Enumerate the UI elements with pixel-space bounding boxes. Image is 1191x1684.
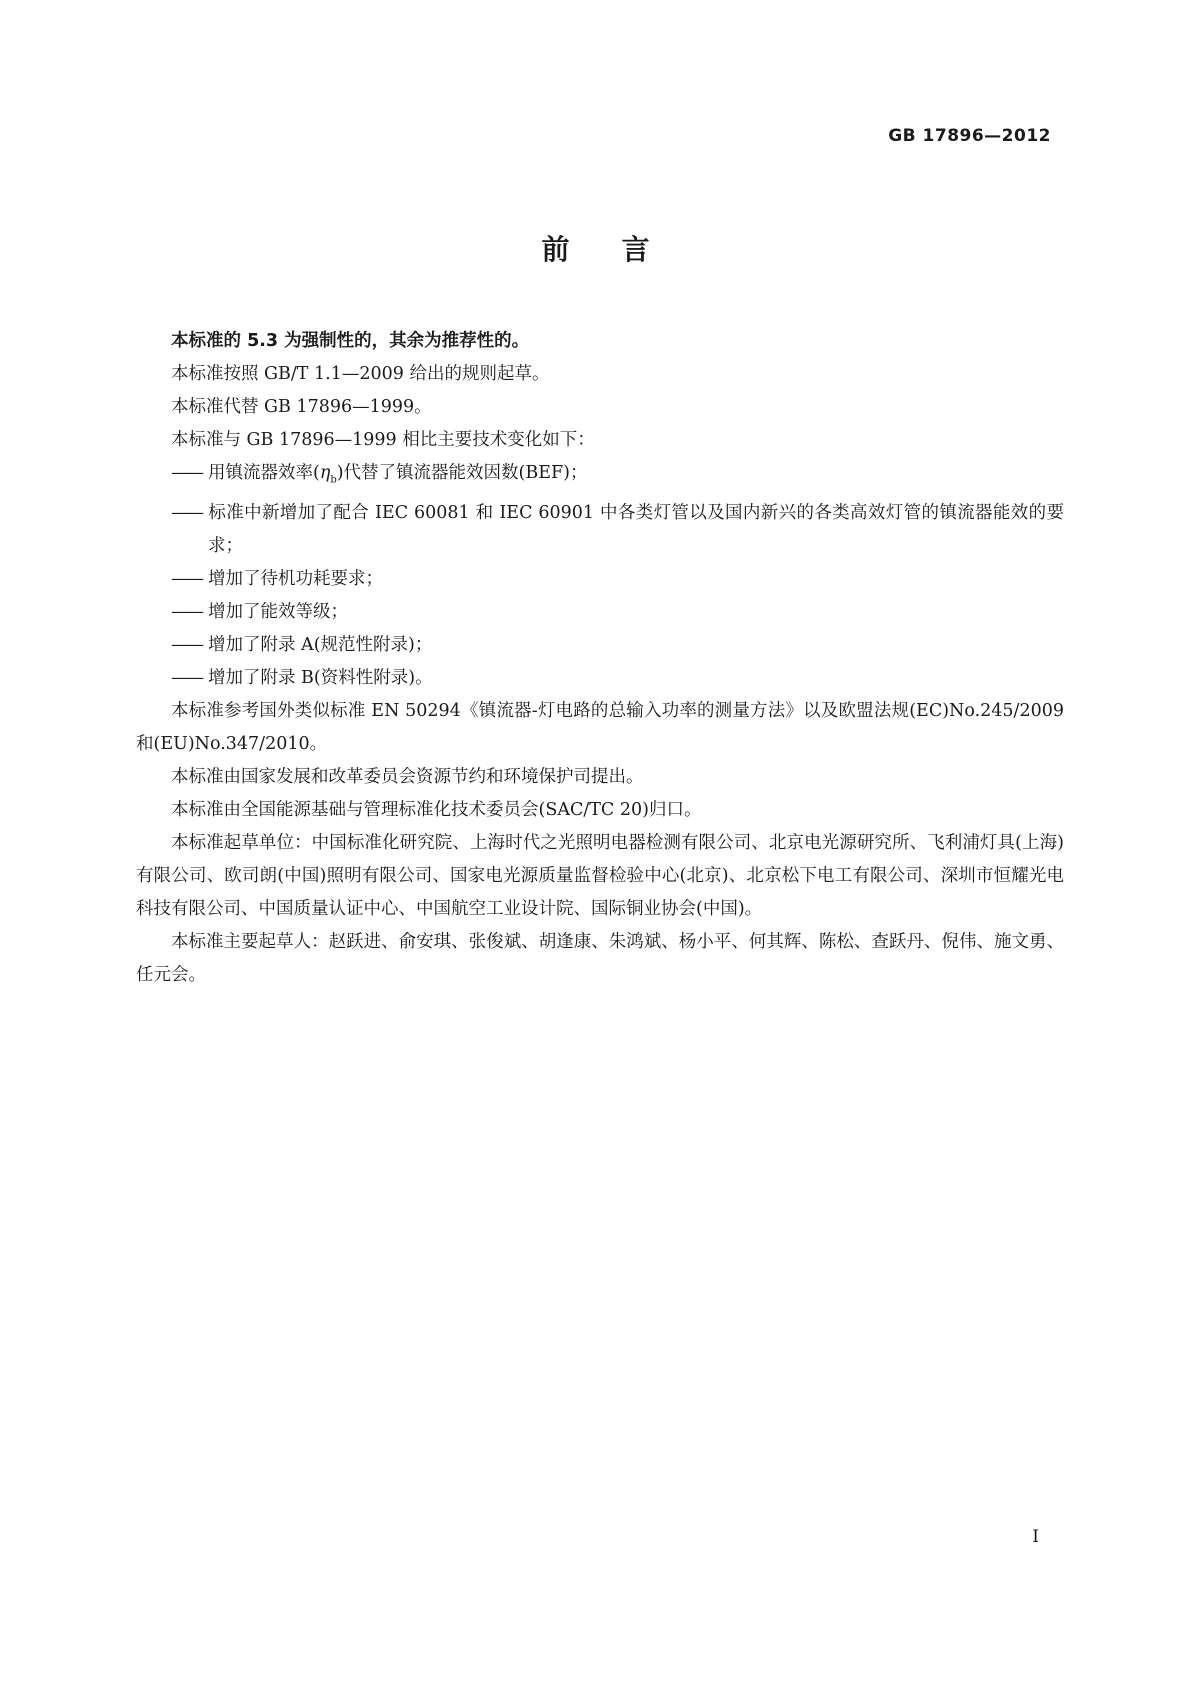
foreword-body (136, 325, 1064, 992)
standard-number: GB 17896—2012 (888, 126, 1051, 146)
change-item (136, 662, 1064, 695)
page-title: 前言 (541, 233, 702, 266)
change-item (136, 497, 1064, 563)
paragraph-drafters: 本标准主要起草人：赵跃进、俞安琪、张俊斌、胡逢康、朱鸿斌、杨小平、何其辉、陈松、查跃丹、倪伟、施文勇、任元会。 (136, 931, 1064, 985)
dash-bullet: —— (171, 667, 202, 688)
paragraph-mandatory-clause: 本标准的 5.3 为强制性的，其余为推荐性的。 (171, 331, 530, 351)
change-item-text: 增加了待机功耗要求； (208, 568, 383, 589)
dash-bullet: —— (171, 463, 202, 483)
change-item-text: 标准中新增加了配合 IEC 60081 和 IEC 60901 中各类灯管以及国内新兴的各类高效灯管的镇流器能效的要求； (208, 502, 1064, 556)
paragraph-drafting-units: 本标准起草单位：中国标准化研究院、上海时代之光照明电器检测有限公司、北京电光源研究所、飞利浦灯具(上海)有限公司、欧司朗(中国)照明有限公司、国家电光源质量监督检验中心(北京)、北京松下电工有限公司、深圳市恒耀光电科技有限公司、中国质量认证中心、中国航空工业设计院、国际铜业协会(中国)。 (136, 832, 1064, 919)
change-item-text: 增加了附录 B(资料性附录)。 (208, 667, 433, 688)
change-item-text: )代替了镇流器能效因数(BEF)； (336, 463, 588, 483)
eta-symbol: $\eta_b$ (319, 463, 337, 486)
change-item (136, 629, 1064, 662)
paragraph-changes-intro: 本标准与 GB 17896—1999 相比主要技术变化如下： (171, 430, 595, 450)
paragraph-replaces: 本标准代替 GB 17896—1999。 (171, 397, 432, 417)
dash-bullet: —— (171, 502, 202, 523)
change-item-text: 用镇流器效率( (208, 463, 320, 483)
paragraph-references: 本标准参考国外类似标准 EN 50294《镇流器-灯电路的总输入功率的测量方法》以及欧盟法规(EC)No.245/2009 和(EU)No.347/2010。 (136, 700, 1064, 754)
dash-bullet: —— (171, 634, 202, 655)
change-item (136, 596, 1064, 629)
paragraph-centralized-by: 本标准由全国能源基础与管理标准化技术委员会(SAC/TC 20)归口。 (171, 799, 702, 820)
dash-bullet: —— (171, 601, 202, 622)
paragraph-proposed-by: 本标准由国家发展和改革委员会资源节约和环境保护司提出。 (171, 766, 644, 787)
paragraph-drafting-rules: 本标准按照 GB/T 1.1—2009 给出的规则起草。 (171, 364, 550, 384)
page-number: I (1032, 1527, 1039, 1547)
change-item (136, 563, 1064, 596)
change-item-text: 增加了能效等级； (208, 601, 348, 622)
change-item-text: 增加了附录 A(规范性附录)； (208, 634, 433, 655)
change-item (136, 457, 1064, 497)
dash-bullet: —— (171, 568, 202, 589)
